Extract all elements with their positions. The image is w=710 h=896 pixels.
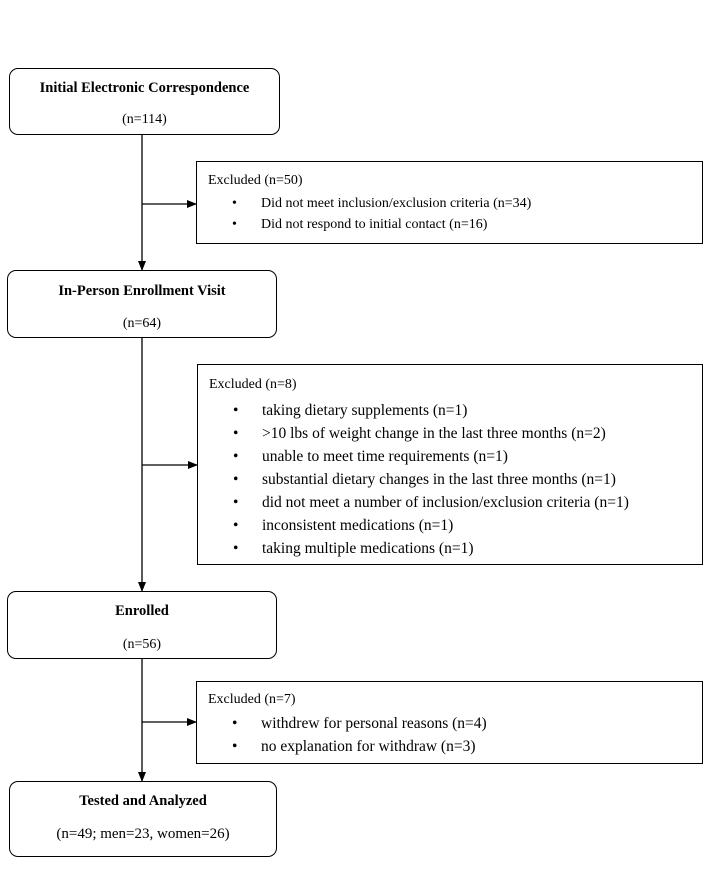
exclusion-box-1: [196, 161, 703, 244]
exclusion-reason: Did not meet inclusion/exclusion criteria (n=34): [261, 196, 532, 211]
bullet-icon: •: [233, 540, 239, 557]
list-item: [197, 214, 702, 235]
list-item: [198, 399, 702, 422]
stage-initial-correspondence: [9, 68, 280, 135]
exclusion-list: [197, 193, 702, 235]
bullet-icon: •: [233, 471, 239, 488]
exclusion-reason: no explanation for withdraw (n=3): [261, 738, 476, 755]
bullet-icon: •: [233, 517, 239, 534]
exclusion-box-3: [196, 681, 703, 764]
exclusion-reason: substantial dietary changes in the last three months (n=1): [262, 471, 616, 488]
bullet-icon: •: [233, 402, 239, 419]
list-item: [198, 468, 702, 491]
list-item: [198, 445, 702, 468]
stage-enrollment-visit: [7, 270, 277, 338]
list-item: [197, 712, 702, 735]
stage-title: Tested and Analyzed: [79, 793, 207, 809]
exclusion-reason: withdrew for personal reasons (n=4): [261, 715, 487, 732]
list-item: [198, 491, 702, 514]
exclusion-reason: inconsistent medications (n=1): [262, 517, 454, 534]
stage-count: (n=64): [122, 316, 162, 331]
stage-enrolled: [7, 591, 277, 659]
exclusion-box-2: [197, 364, 703, 565]
bullet-icon: •: [232, 196, 237, 211]
bullet-icon: •: [233, 448, 239, 465]
exclusion-title: Excluded (n=8): [209, 377, 297, 392]
exclusion-reason: did not meet a number of inclusion/exclusion criteria (n=1): [262, 494, 629, 511]
stage-count: (n=56): [122, 637, 162, 652]
list-item: [197, 735, 702, 758]
stage-title: Initial Electronic Correspondence: [39, 80, 250, 96]
exclusion-list: [197, 712, 702, 758]
stage-count: (n=49; men=23, women=26): [56, 826, 230, 842]
stage-count: (n=114): [122, 112, 167, 127]
stage-tested-analyzed: [9, 781, 277, 857]
stage-title: In-Person Enrollment Visit: [58, 283, 226, 299]
bullet-icon: •: [232, 217, 237, 232]
stage-title: Enrolled: [115, 603, 169, 619]
exclusion-reason: unable to meet time requirements (n=1): [262, 448, 508, 465]
list-item: [198, 422, 702, 445]
bullet-icon: •: [232, 715, 238, 732]
exclusion-reason: taking multiple medications (n=1): [262, 540, 474, 557]
exclusion-reason: taking dietary supplements (n=1): [262, 402, 468, 419]
bullet-icon: •: [233, 494, 239, 511]
list-item: [197, 193, 702, 214]
exclusion-title: Excluded (n=7): [208, 692, 296, 707]
bullet-icon: •: [232, 738, 238, 755]
list-item: [198, 514, 702, 537]
exclusion-reason: Did not respond to initial contact (n=16): [261, 217, 488, 232]
bullet-icon: •: [233, 425, 239, 442]
exclusion-list: [198, 399, 702, 560]
exclusion-reason: >10 lbs of weight change in the last three months (n=2): [262, 425, 606, 442]
exclusion-title: Excluded (n=50): [208, 173, 303, 188]
list-item: [198, 537, 702, 560]
